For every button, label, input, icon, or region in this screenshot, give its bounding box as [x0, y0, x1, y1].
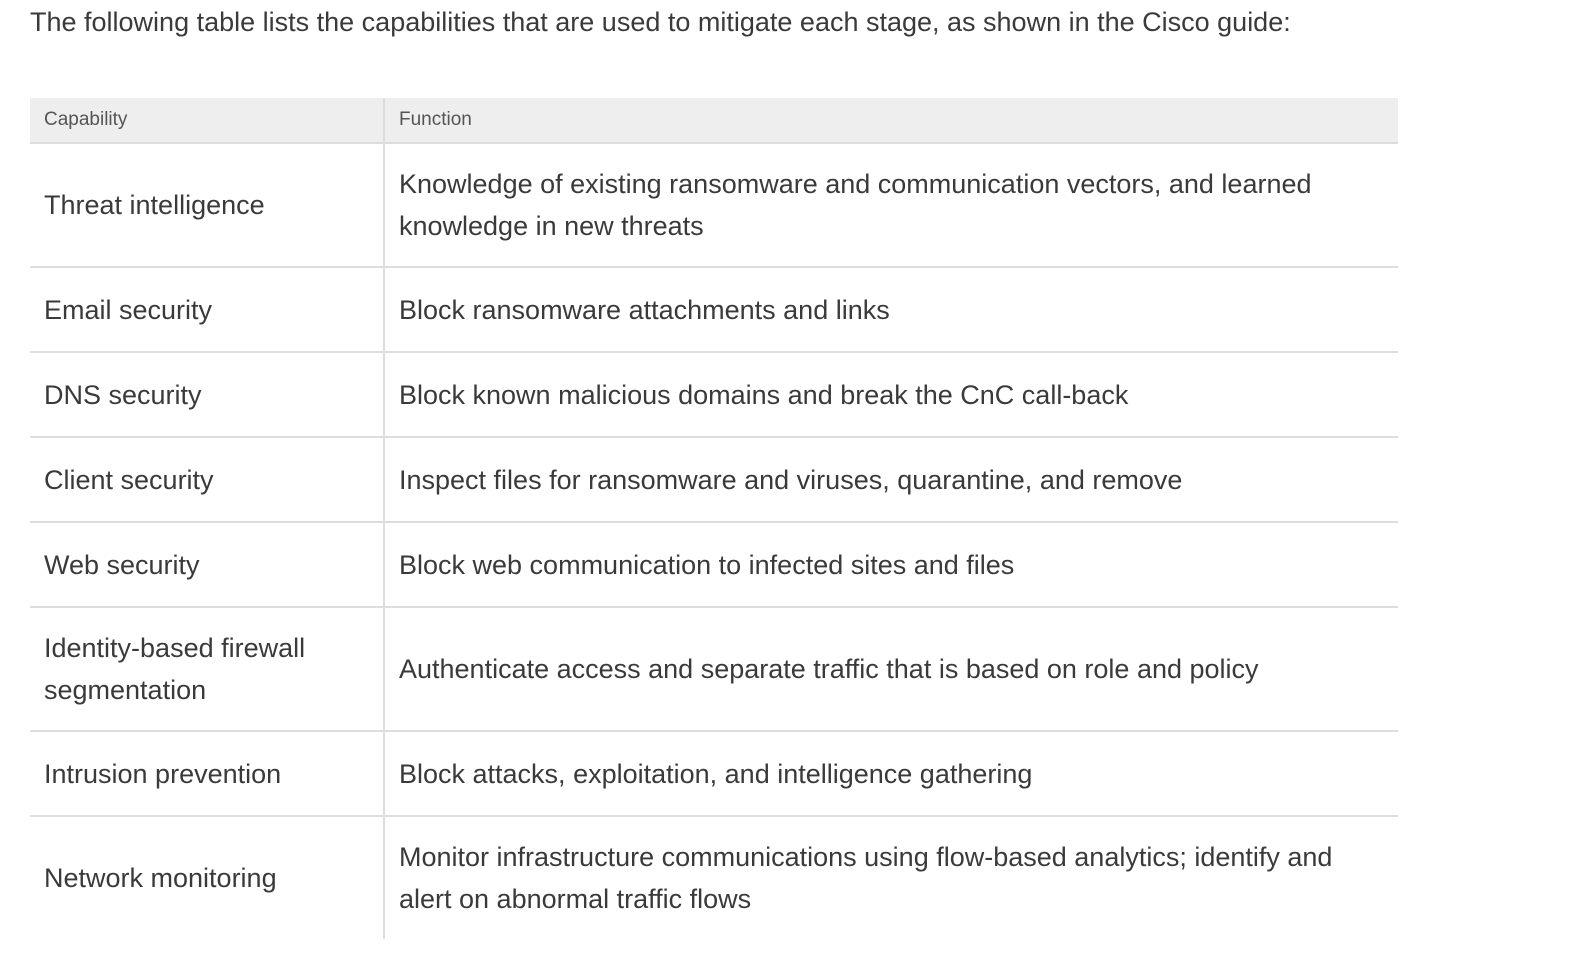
capability-cell: Network monitoring: [44, 863, 277, 893]
function-cell: Block attacks, exploitation, and intelligence gathering: [384, 731, 1398, 816]
capability-cell: Email security: [30, 267, 384, 352]
column-header-function: Function: [384, 98, 1398, 143]
table-body: [30, 143, 1398, 939]
table-row: [30, 816, 1398, 939]
table-header: [30, 98, 1398, 143]
function-cell: Block web communication to infected sites and files: [384, 522, 1398, 607]
table-row: [30, 607, 1398, 731]
table-row: [30, 352, 1398, 437]
capabilities-table: [30, 98, 1398, 939]
function-cell: Monitor infrastructure communications using flow-based analytics; identify and alert on abnormal traffic flows: [384, 816, 1398, 939]
capability-cell: Client security: [30, 437, 384, 522]
intro-paragraph: The following table lists the capabilities that are used to mitigate each stage, as shown in the Cisco guide:: [30, 7, 1291, 37]
capability-cell: DNS security: [30, 352, 384, 437]
capability-cell: Identity-based firewall segmentation: [30, 607, 384, 731]
capability-cell: Web security: [30, 522, 384, 607]
function-cell: Block ransomware attachments and links: [384, 267, 1398, 352]
capability-cell: Intrusion prevention: [30, 731, 384, 816]
function-cell: Knowledge of existing ransomware and communication vectors, and learned knowledge in new threats: [384, 143, 1398, 267]
function-cell: Authenticate access and separate traffic that is based on role and policy: [384, 607, 1398, 731]
table-row: [30, 522, 1398, 607]
function-cell: Block known malicious domains and break the CnC call-back: [384, 352, 1398, 437]
column-header-capability: Capability: [30, 98, 384, 143]
table-row: [30, 437, 1398, 522]
table-row: [30, 143, 1398, 267]
capability-cell: Threat intelligence: [30, 143, 384, 267]
function-cell: Inspect files for ransomware and viruses, quarantine, and remove: [384, 437, 1398, 522]
table-row: [30, 267, 1398, 352]
table-row: [30, 731, 1398, 816]
header-row: [30, 98, 1398, 143]
